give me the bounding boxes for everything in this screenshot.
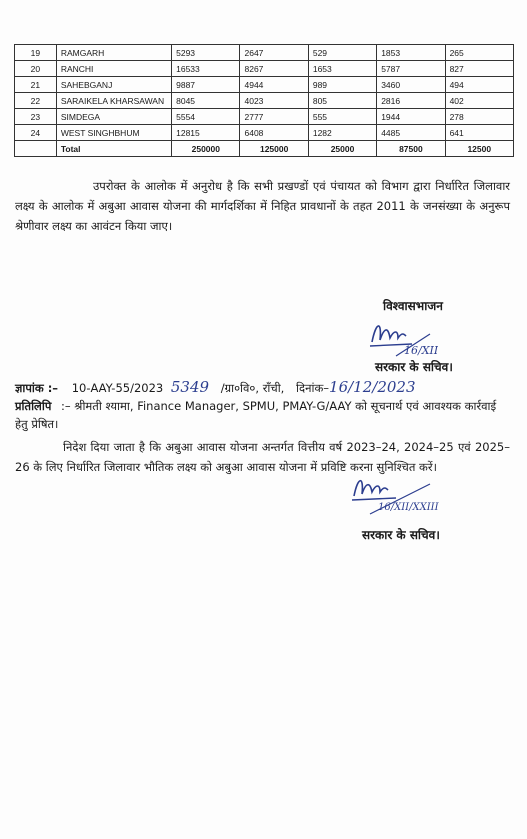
request-paragraph: उपरोक्त के आलोक में अनुरोध है कि सभी प्रखण्डों एवं पंचायत को विभाग द्वारा निर्धारित जिलावार लक्ष्य के आलोक में अबुआ आवास योजना की मार्गदर्शिका में निहित प्रावधानों के तहत 2011 के जनसंख्या के अनुरूप श्रेणीवार लक्ष्य का आवंटन किया जाए। (15, 179, 510, 233)
closing-salutation: विश्वासभाजन (383, 299, 443, 313)
total-cell: Total (56, 141, 171, 157)
handwritten-letter-no: 5349 (170, 378, 210, 396)
value-cell: 1653 (308, 61, 376, 77)
total-cell: 125000 (240, 141, 308, 157)
instruction-paragraph: निदेश दिया जाता है कि अबुआ आवास योजना अन्तर्गत वित्तीय वर्ष 2023–24, 2024–25 एवं 2025–26 के लिए निर्धारित जिलावार भौतिक लक्ष्य को अबुआ आवास योजना में प्रविष्टि करना सुनिश्चित करें। (15, 440, 510, 474)
designation-secretary-2: सरकार के सचिव। (362, 528, 440, 542)
value-cell: 5787 (377, 61, 445, 77)
value-cell: 2816 (377, 93, 445, 109)
table-row (15, 93, 514, 109)
memo-office: /ग्रा०वि०, राँची, (220, 381, 285, 395)
value-cell: 989 (308, 77, 376, 93)
value-cell: 278 (445, 109, 513, 125)
value-cell: 529 (308, 45, 376, 61)
value-cell: 827 (445, 61, 513, 77)
signature-2-date: 16/XII/XXIII (378, 502, 439, 513)
memo-line (15, 378, 416, 397)
table-row (15, 61, 514, 77)
serial-cell: 21 (15, 77, 57, 93)
district-cell: WEST SINGHBHUM (56, 125, 171, 141)
district-cell: SIMDEGA (56, 109, 171, 125)
signature-1-date: 16/XII (404, 344, 438, 357)
serial-cell: 22 (15, 93, 57, 109)
value-cell: 265 (445, 45, 513, 61)
table-row (15, 109, 514, 125)
copy-paragraph (15, 397, 510, 433)
value-cell: 9887 (172, 77, 240, 93)
table-body (15, 45, 514, 157)
value-cell: 4485 (377, 125, 445, 141)
value-cell: 494 (445, 77, 513, 93)
value-cell: 805 (308, 93, 376, 109)
designation-secretary: सरकार के सचिव। (375, 360, 453, 374)
table-row (15, 45, 514, 61)
value-cell: 8045 (172, 93, 240, 109)
total-cell: 25000 (308, 141, 376, 157)
district-cell: SAHEBGANJ (56, 77, 171, 93)
district-cell: RAMGARH (56, 45, 171, 61)
total-cell: 12500 (445, 141, 513, 157)
value-cell: 4944 (240, 77, 308, 93)
district-cell: RANCHI (56, 61, 171, 77)
signature-2 (340, 470, 440, 518)
value-cell: 2647 (240, 45, 308, 61)
value-cell: 555 (308, 109, 376, 125)
memo-date-label: दिनांक– (296, 381, 330, 395)
value-cell: 2777 (240, 109, 308, 125)
total-cell: 250000 (172, 141, 240, 157)
table-row (15, 125, 514, 141)
serial-cell: 19 (15, 45, 57, 61)
value-cell: 6408 (240, 125, 308, 141)
value-cell: 5293 (172, 45, 240, 61)
value-cell: 1282 (308, 125, 376, 141)
table-row (15, 77, 514, 93)
district-target-table (14, 44, 514, 157)
memo-label: ज्ञापांक :– (15, 381, 59, 395)
handwritten-date: 16/12/2023 (329, 378, 416, 396)
value-cell: 16533 (172, 61, 240, 77)
value-cell: 402 (445, 93, 513, 109)
memo-number: 10-AAY-55/2023 (71, 381, 164, 395)
empty-cell (15, 141, 57, 157)
value-cell: 3460 (377, 77, 445, 93)
copy-label: प्रतिलिपि (15, 399, 52, 413)
value-cell: 12815 (172, 125, 240, 141)
signature-1 (368, 312, 438, 358)
copy-text: :– श्रीमती श्यामा, Finance Manager, SPMU, PMAY-G/AAY को सूचनार्थ एवं आवश्यक कार्रवाई हेतु प्रेषित। (15, 399, 497, 431)
value-cell: 641 (445, 125, 513, 141)
value-cell: 4023 (240, 93, 308, 109)
serial-cell: 24 (15, 125, 57, 141)
serial-cell: 20 (15, 61, 57, 77)
district-cell: SARAIKELA KHARSAWAN (56, 93, 171, 109)
value-cell: 1853 (377, 45, 445, 61)
value-cell: 5554 (172, 109, 240, 125)
value-cell: 8267 (240, 61, 308, 77)
total-row (15, 141, 514, 157)
serial-cell: 23 (15, 109, 57, 125)
total-cell: 87500 (377, 141, 445, 157)
value-cell: 1944 (377, 109, 445, 125)
